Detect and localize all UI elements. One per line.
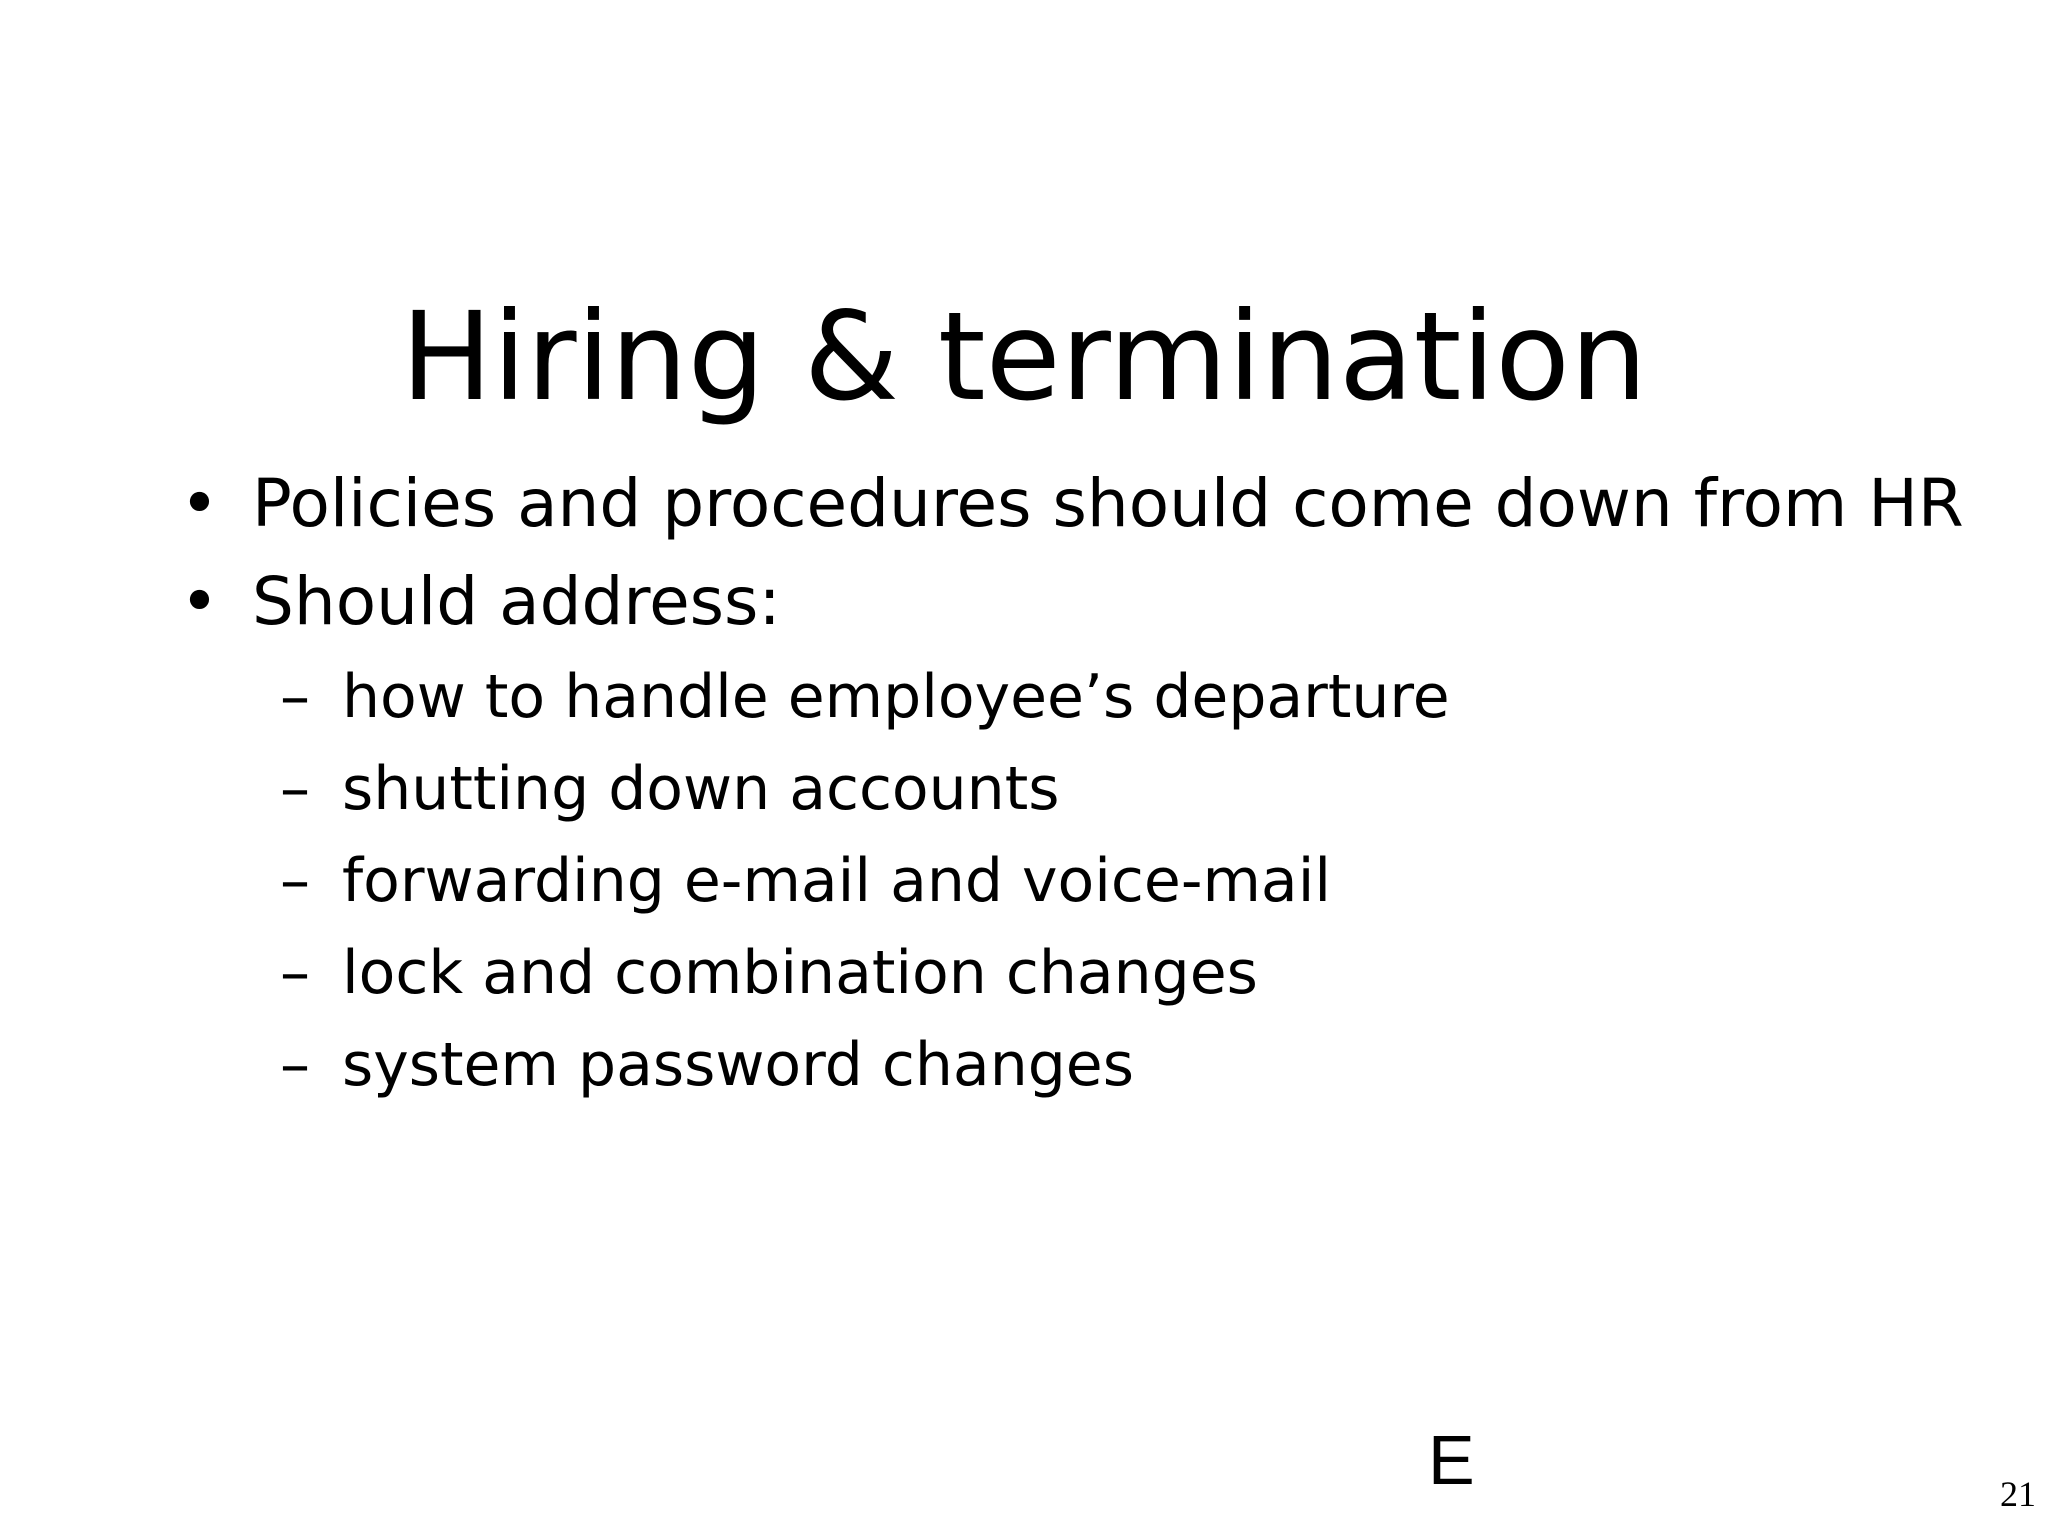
bullet-item (180, 553, 1980, 651)
sub-bullet-item (280, 743, 2048, 835)
footer-letter: E (1428, 1421, 1475, 1499)
bullet-text: Should address: (252, 563, 781, 640)
bullet-list (180, 455, 1980, 1111)
sub-bullet-item (280, 927, 2048, 1019)
sub-bullet-container (180, 651, 1980, 1111)
sub-bullet-item (280, 651, 2048, 743)
sub-bullet-text: system password changes (342, 1030, 1134, 1100)
dash-marker: – (280, 846, 310, 916)
dash-marker: – (280, 1030, 310, 1100)
bullet-marker: • (180, 465, 219, 542)
sub-bullet-item (280, 1019, 2048, 1111)
sub-bullet-text: lock and combination changes (342, 938, 1258, 1008)
bullet-marker: • (180, 563, 219, 640)
bullet-item (180, 455, 1980, 553)
sub-bullet-text: how to handle employee’s departure (342, 662, 1450, 732)
dash-marker: – (280, 754, 310, 824)
bullet-text: Policies and procedures should come down from HR (252, 465, 1964, 542)
dash-marker: – (280, 938, 310, 1008)
sub-bullet-text: forwarding e-mail and voice-mail (342, 846, 1332, 916)
page-number: 21 (2000, 1474, 2036, 1514)
sub-bullet-list (280, 651, 2048, 1111)
slide-title: Hiring & termination (400, 285, 1648, 428)
sub-bullet-item (280, 835, 2048, 927)
sub-bullet-text: shutting down accounts (342, 754, 1060, 824)
dash-marker: – (280, 662, 310, 732)
